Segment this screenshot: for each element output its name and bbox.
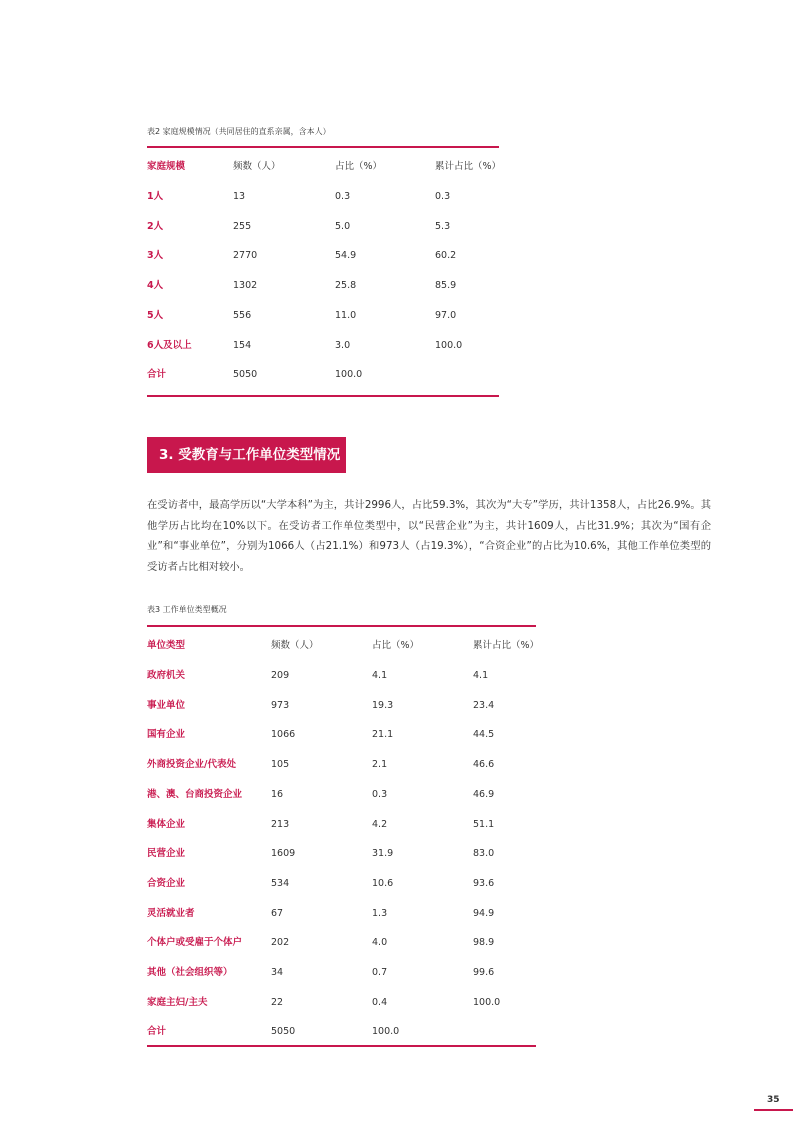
- table-cell: 3.0: [335, 339, 351, 351]
- table-row: [147, 818, 536, 832]
- row-label: 政府机关: [147, 670, 186, 681]
- table-cell: 100.0: [372, 1026, 400, 1038]
- body-paragraph: 在受访者中，最高学历以“大学本科”为主，共计2996人，占比59.3%，其次为“大专”学历，共计1358人，占比26.9%。其他学历占比均在10%以下。在受访者工作单位类型中，以“民营企业”为主，共计1609人，占比31.9%；其次为“国有企业”和“事业单位”，分别为1066人（占21.1%）和973人（占19.3%），“合资企业”的占比为10.6%，其他工作单位类型的受访者占比相对较小。: [147, 499, 711, 573]
- table-cell: 60.2: [435, 250, 457, 262]
- table3-header-cell: 频数（人）: [271, 640, 319, 651]
- table-cell: 1.3: [372, 907, 388, 919]
- table3-header-cell: 单位类型: [147, 640, 186, 651]
- table-cell: 5.0: [335, 220, 351, 232]
- table-cell: 83.0: [473, 848, 495, 860]
- table-cell: 255: [233, 220, 252, 232]
- table2-header-cell: 占比（%）: [335, 161, 383, 172]
- table-cell: 100.0: [473, 996, 501, 1008]
- table-row: [147, 249, 499, 263]
- table-cell: 0.7: [372, 967, 388, 978]
- table-row: [147, 788, 536, 802]
- row-label: 港、澳、台商投资企业: [147, 788, 243, 800]
- page-number-rule: [754, 1109, 793, 1111]
- table3-header-row: [147, 639, 540, 653]
- table-cell: 209: [271, 670, 290, 681]
- table-row: [147, 190, 499, 204]
- table-cell: 13: [233, 191, 246, 202]
- page-number: 35: [767, 1095, 780, 1105]
- table-cell: 0.3: [435, 191, 451, 202]
- row-label: 合计: [147, 1026, 167, 1038]
- table-cell: 2.1: [372, 759, 388, 771]
- table-row: [147, 936, 536, 950]
- table-row: [147, 368, 499, 382]
- table-cell: 100.0: [335, 369, 363, 381]
- table-row: [147, 907, 536, 921]
- table-cell: 4.1: [372, 670, 388, 681]
- table-cell: 534: [271, 877, 290, 889]
- row-label: 个体户或受雇于个体户: [147, 937, 243, 949]
- row-label: 事业单位: [147, 699, 186, 711]
- table-cell: 10.6: [372, 877, 394, 889]
- table-cell: 25.8: [335, 280, 357, 292]
- row-label: 合资企业: [147, 877, 186, 889]
- section-heading: 3. 受教育与工作单位类型情况: [147, 437, 346, 473]
- table-row: [147, 728, 536, 742]
- table-row: [147, 309, 499, 323]
- row-label: 6人及以上: [147, 339, 192, 351]
- table3-caption: 表3 工作单位类型概况: [147, 605, 227, 614]
- table-row: [147, 220, 499, 234]
- table-cell: 99.6: [473, 967, 495, 978]
- table-cell: 85.9: [435, 280, 457, 292]
- table-cell: 0.3: [372, 788, 388, 800]
- table-row: [147, 877, 536, 891]
- row-label: 国有企业: [147, 729, 186, 741]
- table-row: [147, 699, 536, 713]
- table-cell: 31.9: [372, 848, 394, 860]
- table3-header-cell: 累计占比（%）: [473, 640, 540, 651]
- table3-top-rule: [147, 625, 536, 627]
- row-label: 2人: [147, 220, 164, 232]
- table-cell: 4.1: [473, 670, 489, 681]
- table-cell: 213: [271, 818, 290, 830]
- table-cell: 22: [271, 996, 284, 1008]
- row-label: 5人: [147, 309, 164, 321]
- table2-header-row: [147, 160, 502, 174]
- table-cell: 19.3: [372, 699, 394, 711]
- table3-bottom-rule: [147, 1045, 536, 1047]
- table-cell: 0.3: [335, 191, 351, 202]
- table2-caption: 表2 家庭规模情况（共同居住的直系亲属，含本人）: [147, 127, 331, 136]
- row-label: 其他（社会组织等）: [147, 967, 233, 978]
- row-label: 1人: [147, 191, 164, 202]
- table-cell: 44.5: [473, 729, 495, 741]
- table-cell: 93.6: [473, 877, 495, 889]
- table-cell: 100.0: [435, 339, 463, 351]
- table3-header-cell: 占比（%）: [372, 640, 420, 651]
- table-row: [147, 339, 499, 353]
- table-cell: 34: [271, 967, 284, 978]
- table-cell: 2770: [233, 250, 258, 262]
- row-label: 外商投资企业/代表处: [147, 759, 236, 771]
- row-label: 3人: [147, 250, 164, 262]
- row-label: 集体企业: [147, 818, 186, 830]
- table-cell: 46.9: [473, 788, 495, 800]
- table-row: [147, 847, 536, 861]
- table-cell: 67: [271, 907, 284, 919]
- table-cell: 1302: [233, 280, 258, 292]
- row-label: 民营企业: [147, 848, 186, 860]
- row-label: 家庭主妇/主夫: [147, 996, 208, 1008]
- table-row: [147, 966, 536, 980]
- table-cell: 556: [233, 309, 252, 321]
- table-cell: 5050: [233, 369, 258, 381]
- table-row: [147, 1025, 536, 1039]
- table-cell: 23.4: [473, 699, 495, 711]
- table2-bottom-rule: [147, 395, 499, 397]
- table2-header-cell: 频数（人）: [233, 161, 281, 172]
- table-cell: 5050: [271, 1026, 296, 1038]
- table-row: [147, 279, 499, 293]
- table-cell: 0.4: [372, 996, 388, 1008]
- table2-header-cell: 累计占比（%）: [435, 161, 502, 172]
- table-cell: 46.6: [473, 759, 495, 771]
- table-row: [147, 669, 536, 683]
- row-label: 4人: [147, 280, 164, 292]
- table-cell: 1609: [271, 848, 296, 860]
- table-cell: 202: [271, 937, 290, 949]
- table-cell: 98.9: [473, 937, 495, 949]
- table-cell: 21.1: [372, 729, 394, 741]
- table-cell: 1066: [271, 729, 296, 741]
- table2-header-cell: 家庭规模: [147, 161, 186, 172]
- table-cell: 105: [271, 759, 290, 771]
- table-cell: 4.2: [372, 818, 388, 830]
- table-cell: 5.3: [435, 220, 451, 232]
- table-cell: 11.0: [335, 309, 357, 321]
- table-row: [147, 996, 536, 1010]
- table-cell: 97.0: [435, 309, 457, 321]
- table-cell: 54.9: [335, 250, 357, 262]
- row-label: 灵活就业者: [147, 907, 195, 919]
- table-cell: 16: [271, 788, 284, 800]
- table2-top-rule: [147, 146, 499, 148]
- table-cell: 973: [271, 699, 290, 711]
- table-row: [147, 758, 536, 772]
- table-cell: 94.9: [473, 907, 495, 919]
- table-cell: 154: [233, 339, 252, 351]
- row-label: 合计: [147, 369, 167, 381]
- table-cell: 51.1: [473, 818, 495, 830]
- table-cell: 4.0: [372, 937, 388, 949]
